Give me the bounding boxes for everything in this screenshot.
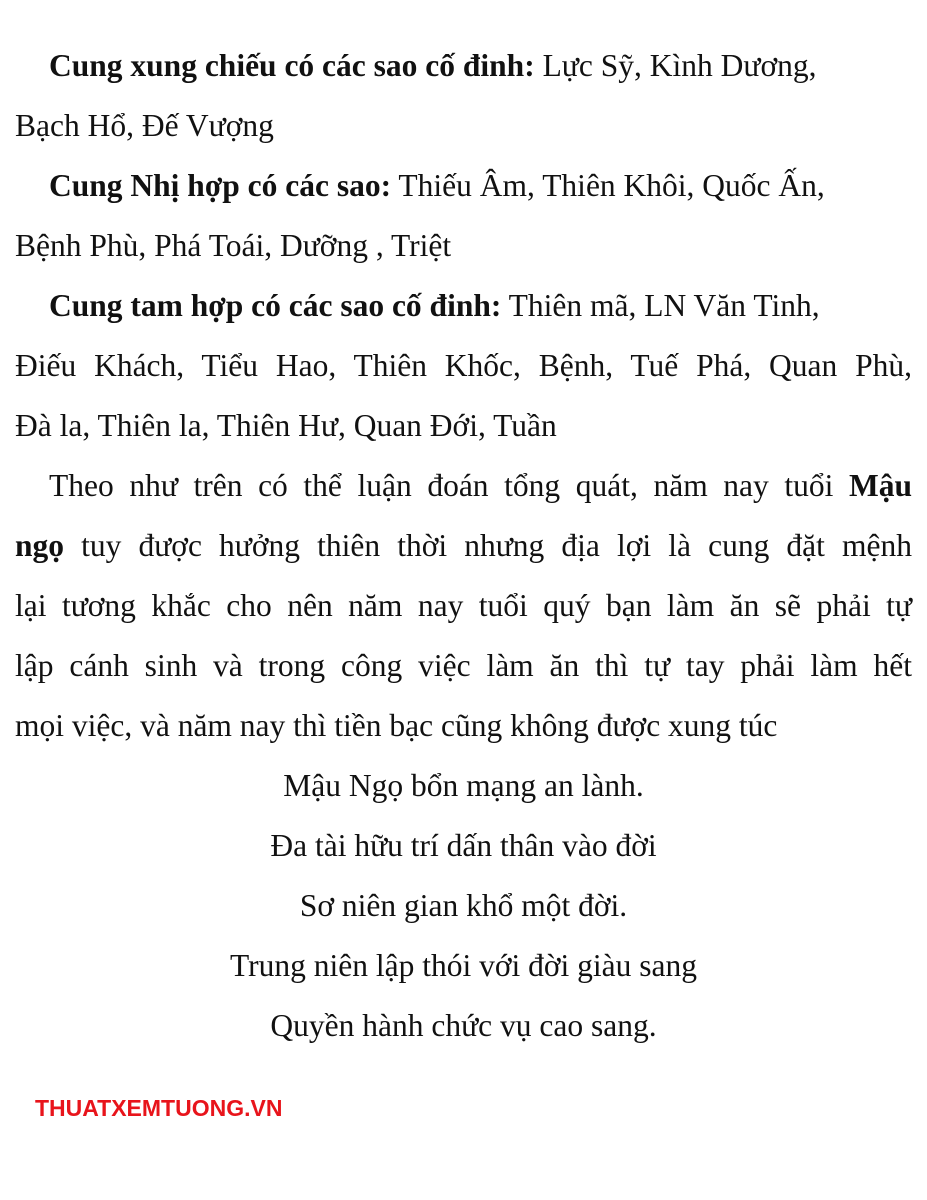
paragraph-luan-doan-line-3: lại tương khắc cho nên năm nay tuổi quý bạn làm ăn sẽ phải tự bbox=[15, 588, 912, 623]
paragraph-luan-doan-line-4: lập cánh sinh và trong công việc làm ăn thì tự tay phải làm hết bbox=[15, 648, 912, 683]
heading-nhi-hop: Cung Nhị hợp có các sao: bbox=[49, 168, 392, 203]
paragraph-tam-hop-line-1 bbox=[49, 286, 912, 326]
paragraph-nhi-hop-line-1 bbox=[49, 166, 912, 206]
heading-tam-hop: Cung tam hợp có các sao cố đinh: bbox=[49, 288, 502, 323]
poem-line-1: Mậu Ngọ bổn mạng an lành. bbox=[283, 768, 644, 803]
paragraph-tam-hop-line-3: Đà la, Thiên la, Thiên Hư, Quan Đới, Tuần bbox=[15, 408, 557, 443]
poem-line-4: Trung niên lập thói với đời giàu sang bbox=[229, 948, 697, 983]
poem-line-5: Quyền hành chức vụ cao sang. bbox=[270, 1008, 657, 1043]
paragraph-nhi-hop-line-2: Bệnh Phù, Phá Toái, Dưỡng , Triệt bbox=[15, 228, 452, 263]
text-span: Thiếu Âm, Thiên Khôi, Quốc Ấn, bbox=[391, 168, 825, 203]
paragraph-luan-doan-line-5: mọi việc, và năm nay thì tiền bạc cũng không được xung túc bbox=[15, 708, 778, 743]
heading-xung-chieu: Cung xung chiếu có các sao cố đinh: bbox=[49, 48, 535, 83]
paragraph-luan-doan-line-2 bbox=[15, 526, 912, 566]
paragraph-xung-chieu-line-2: Bạch Hổ, Đế Vượng bbox=[15, 108, 274, 143]
bold-mau: Mậu bbox=[849, 468, 912, 503]
site-brand-watermark: THUATXEMTUONG.VN bbox=[35, 1095, 283, 1121]
paragraph-luan-doan-line-1 bbox=[49, 466, 912, 506]
text-span: Theo như trên có thể luận đoán tổng quát, năm nay tuổi bbox=[49, 468, 849, 503]
poem-line-2: Đa tài hữu trí dấn thân vào đời bbox=[270, 828, 657, 863]
text-span: Lực Sỹ, Kình Dương, bbox=[534, 48, 817, 83]
poem-line-3: Sơ niên gian khổ một đời. bbox=[299, 888, 628, 923]
paragraph-tam-hop-line-2: Điếu Khách, Tiểu Hao, Thiên Khốc, Bệnh, Tuế Phá, Quan Phù, bbox=[15, 348, 912, 383]
text-span: Thiên mã, LN Văn Tinh, bbox=[501, 288, 820, 323]
text-span: tuy được hưởng thiên thời nhưng địa lợi là cung đặt mệnh bbox=[64, 528, 912, 563]
paragraph-xung-chieu-line-1 bbox=[49, 46, 912, 86]
bold-ngo: ngọ bbox=[15, 528, 65, 563]
